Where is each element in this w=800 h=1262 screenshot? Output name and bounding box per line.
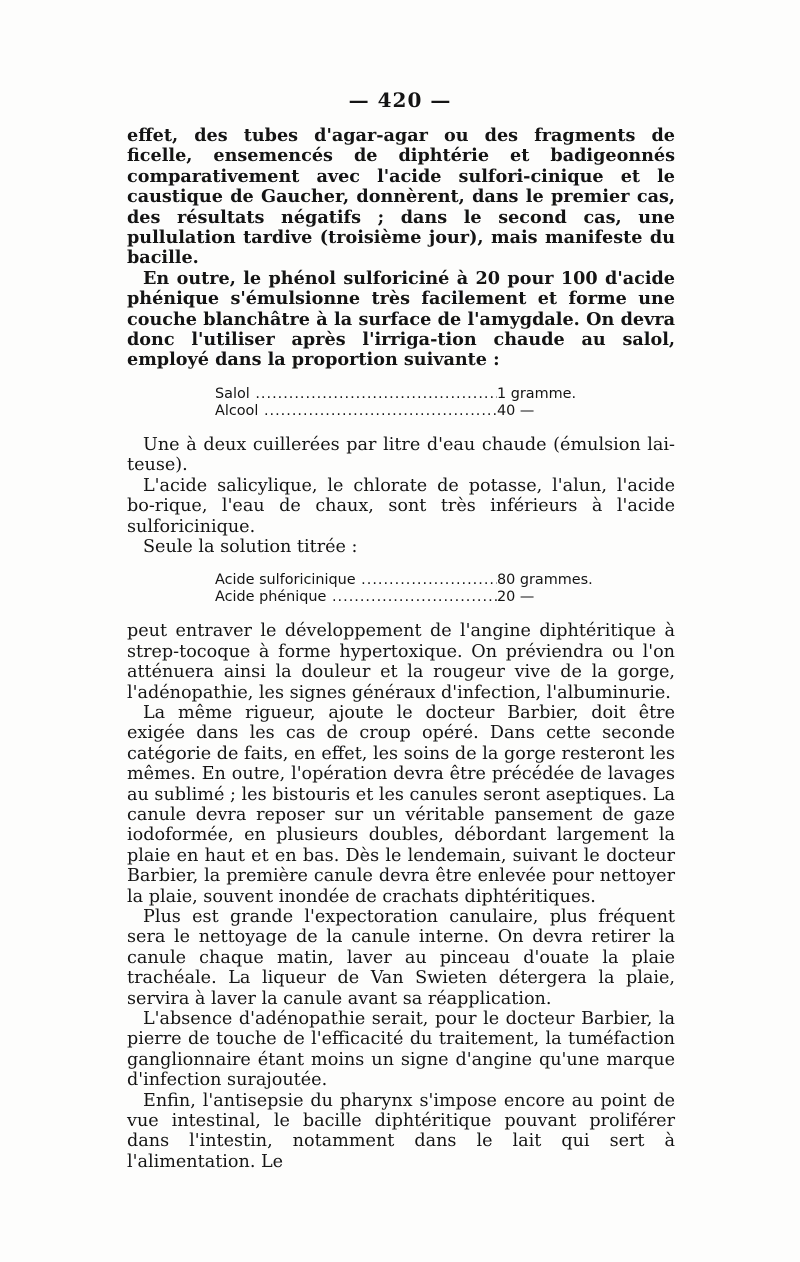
paragraph: effet, des tubes d'agar-agar ou des fragments de ficelle, ensemencés de diphtérie et badigeonnés comparativement avec l'acide sulfori-cinique et le caustique de Gaucher, donnèrent, dans le premier cas, des résultats négatifs ; dans le second cas, une pullulation tardive (troisième jour), mais manifeste du bacille. bbox=[127, 125, 675, 269]
paragraph: La même rigueur, ajoute le docteur Barbier, doit être exigée dans les cas de croup opéré. Dans cette seconde catégorie de faits, en effet, les soins de la gorge resteront les mêmes. En outre, l'opération devra être précédée de lavages au sublimé ; les bistouris et les canules seront aseptiques. La canule devra reposer sur un véritable pansement de gaze iodoformée, en plusieurs doubles, débordant largement la plaie en haut et en bas. Dès le lendemain, suivant le docteur Barbier, la première canule devra être enlevée pour nettoyer la plaie, souvent inondée de crachats diphtéritiques. bbox=[127, 702, 675, 907]
prescription-salol bbox=[215, 386, 605, 420]
prescription-row bbox=[215, 589, 605, 606]
paragraph: peut entraver le développement de l'angine diphtéritique à strep-tocoque à forme hypertoxique. On préviendra ou l'on atténuera ainsi la douleur et la rougeur vive de la gorge, l'adénopathie, les signes généraux d'infection, l'albuminurie. bbox=[127, 621, 675, 703]
page-body bbox=[127, 126, 675, 1172]
paragraph: En outre, le phénol sulforiciné à 20 pour 100 d'acide phénique s'émulsionne très facilement et forme une couche blanchâtre à la surface de l'amygdale. On devra donc l'utiliser après l'irriga-tion chaude au salol, employé dans la proportion suivante : bbox=[127, 267, 675, 371]
ingredient-quantity: 1 gramme. bbox=[497, 385, 577, 402]
ingredient-name: Acide sulforicinique ..... bbox=[215, 572, 497, 589]
ingredient-name: Acide phénique ..... bbox=[215, 589, 497, 606]
ingredient-name: Alcool ..... bbox=[215, 403, 497, 420]
ingredient-quantity: 20 — bbox=[497, 589, 535, 606]
paragraph: L'absence d'adénopathie serait, pour le docteur Barbier, la pierre de touche de l'efficacité du traitement, la tuméfaction ganglionnaire étant moins un signe d'angine qu'une marque d'infection surajoutée. bbox=[127, 1009, 675, 1091]
paragraph: L'acide salicylique, le chlorate de potasse, l'alun, l'acide bo-rique, l'eau de chaux, sont très inférieurs à l'acide sulforicinique. bbox=[127, 475, 675, 537]
paragraph: Une à deux cuillerées par litre d'eau chaude (émulsion lai-teuse). bbox=[127, 434, 675, 476]
paragraph: Plus est grande l'expectoration canulaire, plus fréquent sera le nettoyage de la canule interne. On devra retirer la canule chaque matin, laver au pinceau d'ouate la plaie trachéale. La liqueur de Van Swieten détergera la plaie, servira à laver la canule avant sa réapplication. bbox=[127, 907, 675, 1009]
paragraph: Seule la solution titrée : bbox=[143, 536, 358, 557]
paragraph: Enfin, l'antisepsie du pharynx s'impose encore au point de vue intestinal, le bacille diphtéritique pouvant proliférer dans l'intestin, notamment dans le lait qui sert à l'alimentation. Le bbox=[127, 1090, 675, 1172]
ingredient-name: Salol ..... bbox=[215, 386, 497, 403]
page-number: — 420 — bbox=[348, 88, 452, 112]
ingredient-quantity: 80 grammes. bbox=[497, 572, 593, 589]
prescription-row bbox=[215, 572, 605, 589]
prescription-sulforicinic bbox=[215, 572, 605, 606]
prescription-row bbox=[215, 403, 605, 420]
prescription-row bbox=[215, 386, 605, 403]
ingredient-quantity: 40 — bbox=[497, 402, 535, 419]
